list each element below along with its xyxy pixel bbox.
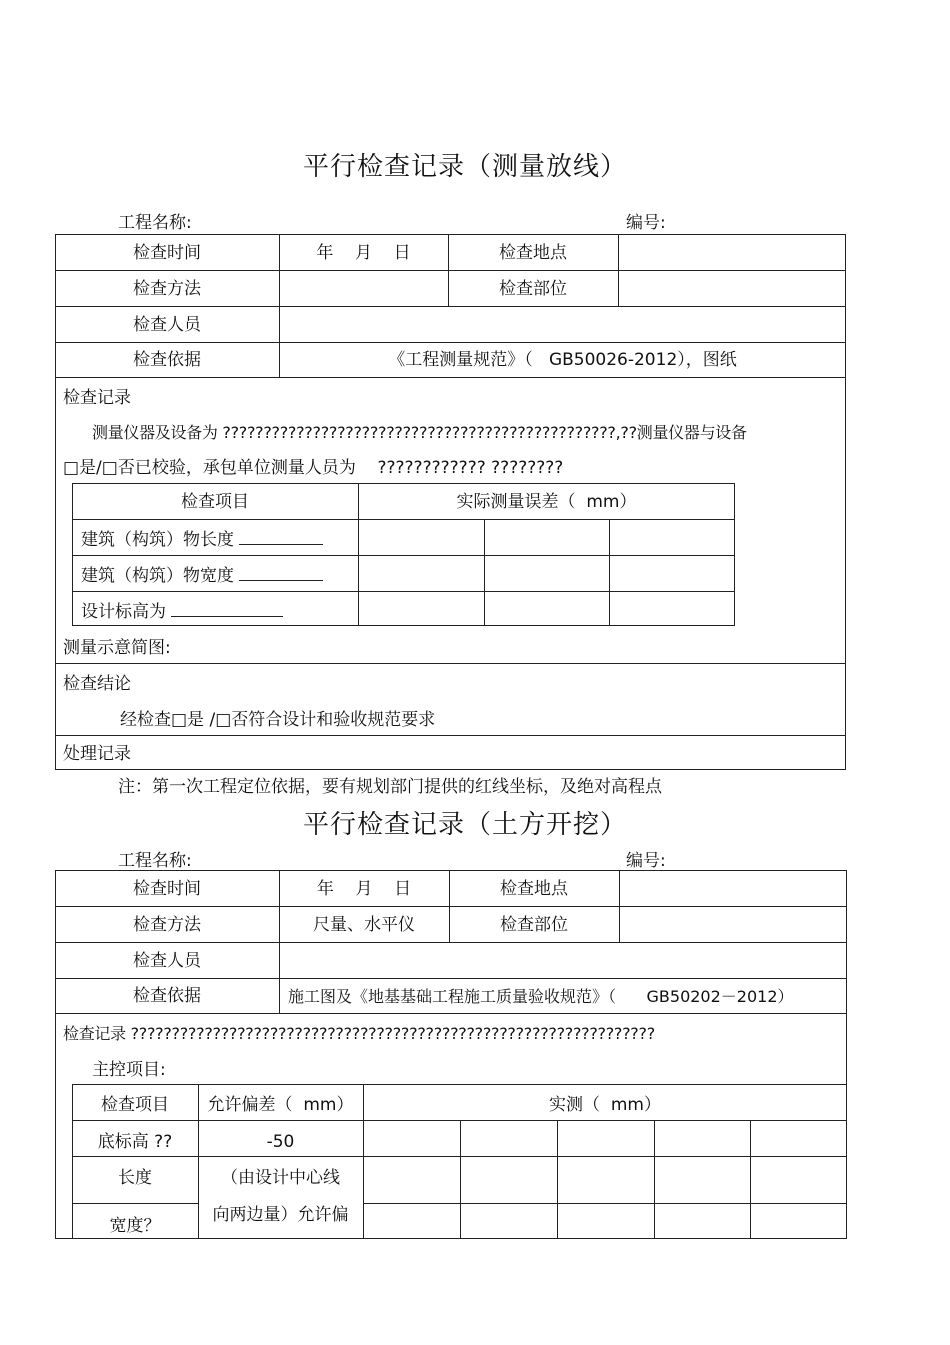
form2-place-label: 检查地点 <box>500 879 568 899</box>
form2-row-bottom-elevation-value: -50 <box>266 1132 295 1152</box>
form2-tolerance-note-a: （由设计中心线 <box>221 1168 340 1188</box>
form2-header-measured: 实测（ mm） <box>549 1095 661 1115</box>
form2-part-label: 检查部位 <box>500 915 568 935</box>
form1-handling-label: 处理记录 <box>63 744 131 764</box>
form2-header-item: 检查项目 <box>101 1095 169 1115</box>
form1-title: 平行检查记录（测量放线） <box>303 152 628 182</box>
form2-title: 平行检查记录（土方开挖） <box>303 810 628 840</box>
form1-basis-label: 检查依据 <box>133 350 201 370</box>
form2-basis-value: 施工图及《地基基础工程施工质量验收规范》（ GB50202－2012） <box>288 987 794 1006</box>
form2-basis-label: 检查依据 <box>133 986 201 1006</box>
form2-record-text: 检查记录 ???????????????????????????????????????????????????????????????? <box>63 1024 655 1043</box>
form2-method-value: 尺量、水平仪 <box>313 915 415 935</box>
form2-row-bottom-elevation: 底标高 ?? <box>97 1132 173 1152</box>
form1-part-label: 检查部位 <box>499 279 567 299</box>
form2-header-tolerance: 允许偏差（ mm） <box>207 1095 354 1115</box>
form1-basis-value: 《工程测量规范》（ GB50026-2012），图纸 <box>388 350 737 370</box>
form1-header-error: 实际测量误差（ mm） <box>456 492 637 512</box>
form1-row-width: 建筑（构筑）物宽度 <box>81 564 323 588</box>
form1-record-line1: 测量仪器及设备为 ????????????????????????????????????????????????,??测量仪器与设备 <box>92 423 747 442</box>
form1-conclusion-label: 检查结论 <box>63 674 131 694</box>
form2-project-label: 工程名称: <box>118 851 192 871</box>
form1-date: 年 月 日 <box>316 243 411 263</box>
form1-method-label: 检查方法 <box>133 279 201 299</box>
form1-number-label: 编号: <box>626 213 666 233</box>
form1-header-item: 检查项目 <box>181 492 249 512</box>
form1-time-label: 检查时间 <box>133 243 201 263</box>
form1-record-label: 检查记录 <box>63 388 131 408</box>
form2-number-label: 编号: <box>626 851 666 871</box>
form2-time-label: 检查时间 <box>133 879 201 899</box>
form2-staff-label: 检查人员 <box>133 951 201 971</box>
form1-project-label: 工程名称: <box>118 213 192 233</box>
form2-date: 年 月 日 <box>316 879 412 899</box>
form1-conclusion-text: 经检查□是 /□否符合设计和验收规范要求 <box>120 710 436 730</box>
form2-tolerance-note-b: 向两边量）允许偏 <box>212 1205 349 1225</box>
form1-staff-label: 检查人员 <box>133 315 201 335</box>
form1-note: 注：第一次工程定位依据，要有规划部门提供的红线坐标，及绝对高程点 <box>118 777 662 797</box>
form2-row-length: 长度 <box>118 1168 152 1188</box>
form1-sketch-label: 测量示意简图: <box>63 638 171 658</box>
form1-row-length: 建筑（构筑）物长度 <box>81 528 323 552</box>
form1-row-elevation: 设计标高为 <box>81 600 283 624</box>
form2-main-items-label: 主控项目: <box>92 1060 166 1080</box>
form1-record-line2: □是/□否已校验，承包单位测量人员为 ???????????? ???????? <box>63 458 564 478</box>
form2-method-label: 检查方法 <box>133 915 201 935</box>
form2-row-width: 宽度？ <box>109 1216 161 1236</box>
form1-place-label: 检查地点 <box>499 243 567 263</box>
